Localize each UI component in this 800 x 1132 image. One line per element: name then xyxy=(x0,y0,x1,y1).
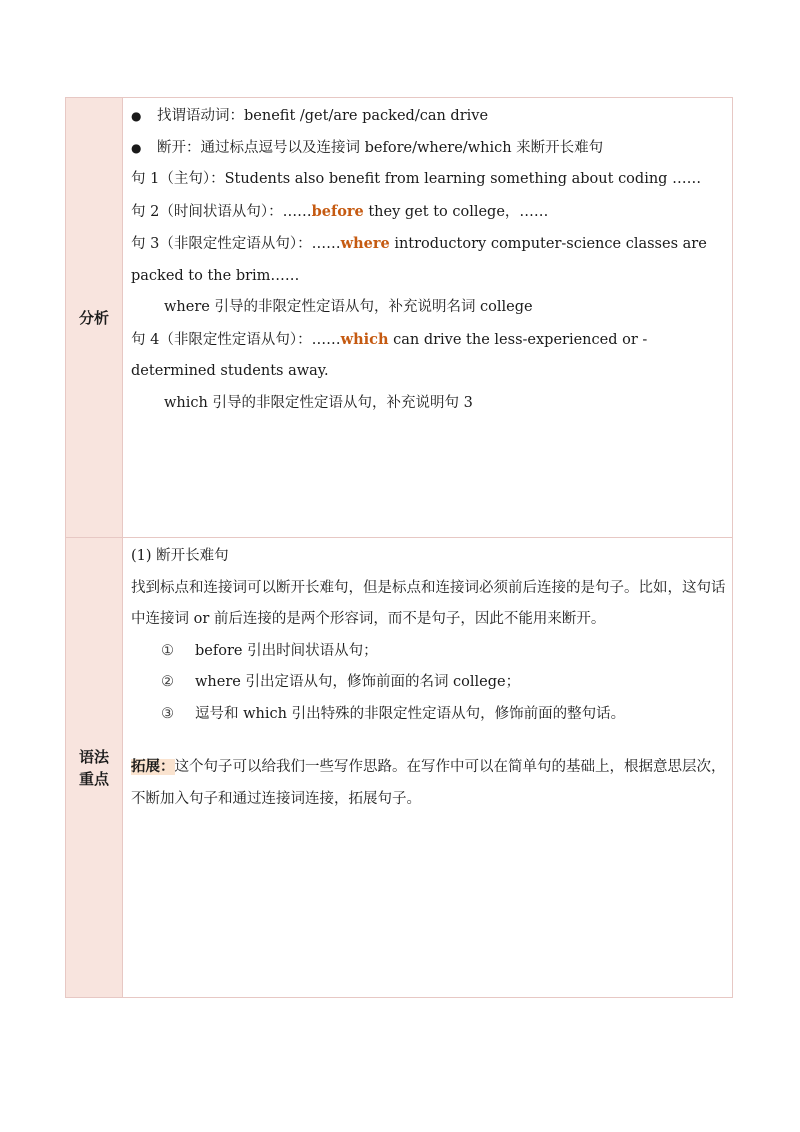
analysis-label xyxy=(66,98,123,538)
grammar-label xyxy=(66,538,123,998)
analysis-content xyxy=(123,98,733,538)
sentence-4: 句 4（非限定性定语从句）：……which can drive the less-experienced or -determined students away. xyxy=(131,330,648,379)
bullet-item-split: ● 断开：通过标点逗号以及连接词 before/where/which 来断开长难句 xyxy=(131,133,726,165)
sentence-3: 句 3（非限定性定语从句）：……where introductory computer-science classes are packed to the brim…… xyxy=(131,235,707,284)
sentence-3-note: where 引导的非限定性定语从句，补充说明名词 college xyxy=(164,299,533,315)
keyword-which: which xyxy=(340,330,389,348)
keyword-where: where xyxy=(340,235,390,252)
bullet-item-predicates: ● 找谓语动词：benefit /get/are packed/can drive xyxy=(131,98,726,133)
circled-number: ① xyxy=(161,642,174,659)
grammar-content xyxy=(123,538,733,998)
list-item: ① before 引出时间状语从句； xyxy=(131,636,726,668)
sentence-4-note: which 引导的非限定性定语从句，补充说明句 3 xyxy=(164,394,473,411)
sentence-2: 句 2（时间状语从句）：……before they get to college，…… xyxy=(131,202,549,220)
list-item: ② where 引出定语从句，修饰前面的名词 college； xyxy=(131,667,726,699)
grammar-label-line2: 重点 xyxy=(78,769,109,788)
bullet-icon: ● xyxy=(131,109,142,123)
content-table xyxy=(65,97,733,998)
extension-paragraph: 拓展：这个句子可以给我们一些写作思路。在写作中可以在简单句的基础上，根据意思层次，不断加入句子和通过连接词连接，拓展句子。 xyxy=(131,759,726,807)
grammar-paragraph: 找到标点和连接词可以断开长难句，但是标点和连接词必须前后连接的是句子。比如，这句话中连接词 or 前后连接的是两个形容词，而不是句子，因此不能用来断开。 xyxy=(131,579,726,627)
circled-number: ② xyxy=(161,674,174,690)
sentence-1: 句 1（主句）：Students also benefit from learning something about coding …… xyxy=(131,171,702,187)
analysis-row xyxy=(66,98,733,538)
list-item: ③ 逗号和 which 引出特殊的非限定性定语从句，修饰前面的整句话。 xyxy=(131,699,726,731)
extension-label: 拓展： xyxy=(131,759,175,775)
circled-number: ③ xyxy=(161,705,174,722)
keyword-before: before xyxy=(311,202,364,220)
bullet-icon: ● xyxy=(131,140,142,155)
grammar-label-line1: 语法 xyxy=(78,747,109,766)
grammar-row xyxy=(66,538,733,998)
analysis-label-text: 分析 xyxy=(78,308,109,327)
grammar-heading: (1) 断开长难句 xyxy=(131,548,229,564)
